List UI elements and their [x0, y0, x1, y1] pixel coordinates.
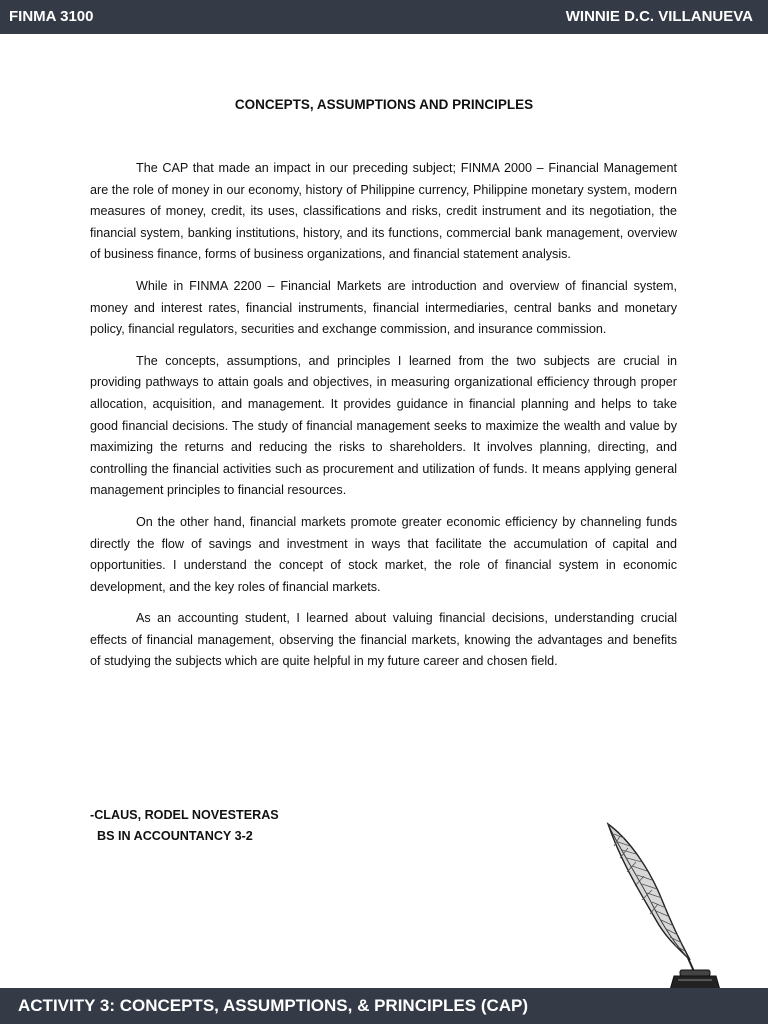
paragraph: While in FINMA 2200 – Financial Markets are introduction and overview of financial system, money and interest rates, financial instruments, financial intermediaries, central banks and monetary policy, financial regulators, securities and exchange commission, and insurance commission.: [90, 278, 677, 337]
paragraph: On the other hand, financial markets promote greater economic efficiency by channeling funds directly the flow of savings and investment in ways that facilitate the accumulation of capital and opportunities. I understand the concept of stock market, the role of financial system in economic development, and the key roles of financial markets.: [90, 514, 677, 594]
header-bar: [0, 0, 768, 34]
author-name: WINNIE D.C. VILLANUEVA: [565, 8, 753, 25]
paragraph: As an accounting student, I learned about valuing financial decisions, understanding crucial effects of financial management, observing the financial markets, knowing the advantages and benefits of studying the subjects which are quite helpful in my future career and chosen field.: [90, 611, 677, 669]
signature-name: -CLAUS, RODEL NOVESTERAS: [90, 808, 279, 822]
quill-inkwell-icon: [600, 820, 730, 992]
document-body: [90, 158, 677, 683]
activity-label: ACTIVITY 3: CONCEPTS, ASSUMPTIONS, & PRINCIPLES (CAP): [18, 996, 529, 1015]
signature-block: [90, 805, 279, 847]
paragraph: The CAP that made an impact in our preceding subject; FINMA 2000 – Financial Management are the role of money in our economy, history of Philippine currency, Philippine monetary system, modern measures of money, credit, its uses, classifications and risks, credit instrument and its negotiation, the financial system, banking institutions, history, and its functions, commercial bank management, overview of business finance, forms of business organizations, and financial statement analysis.: [90, 161, 677, 262]
paragraph: The concepts, assumptions, and principles I learned from the two subjects are crucial in providing pathways to attain goals and objectives, in measuring organizational efficiency through proper allocation, acquisition, and management. It provides guidance in financial planning and helps to take good financial decisions. The study of financial management seeks to maximize the wealth and value by maximizing the returns and reducing the risks to shareholders. It involves planning, directing, and controlling the financial activities such as procurement and utilization of funds. It means applying general management principles to financial resources.: [90, 353, 677, 498]
page-title: CONCEPTS, ASSUMPTIONS AND PRINCIPLES: [234, 97, 534, 112]
course-code: FINMA 3100: [9, 8, 94, 25]
signature-program: BS IN ACCOUNTANCY 3-2: [97, 829, 253, 843]
footer-bar: [0, 988, 768, 1024]
